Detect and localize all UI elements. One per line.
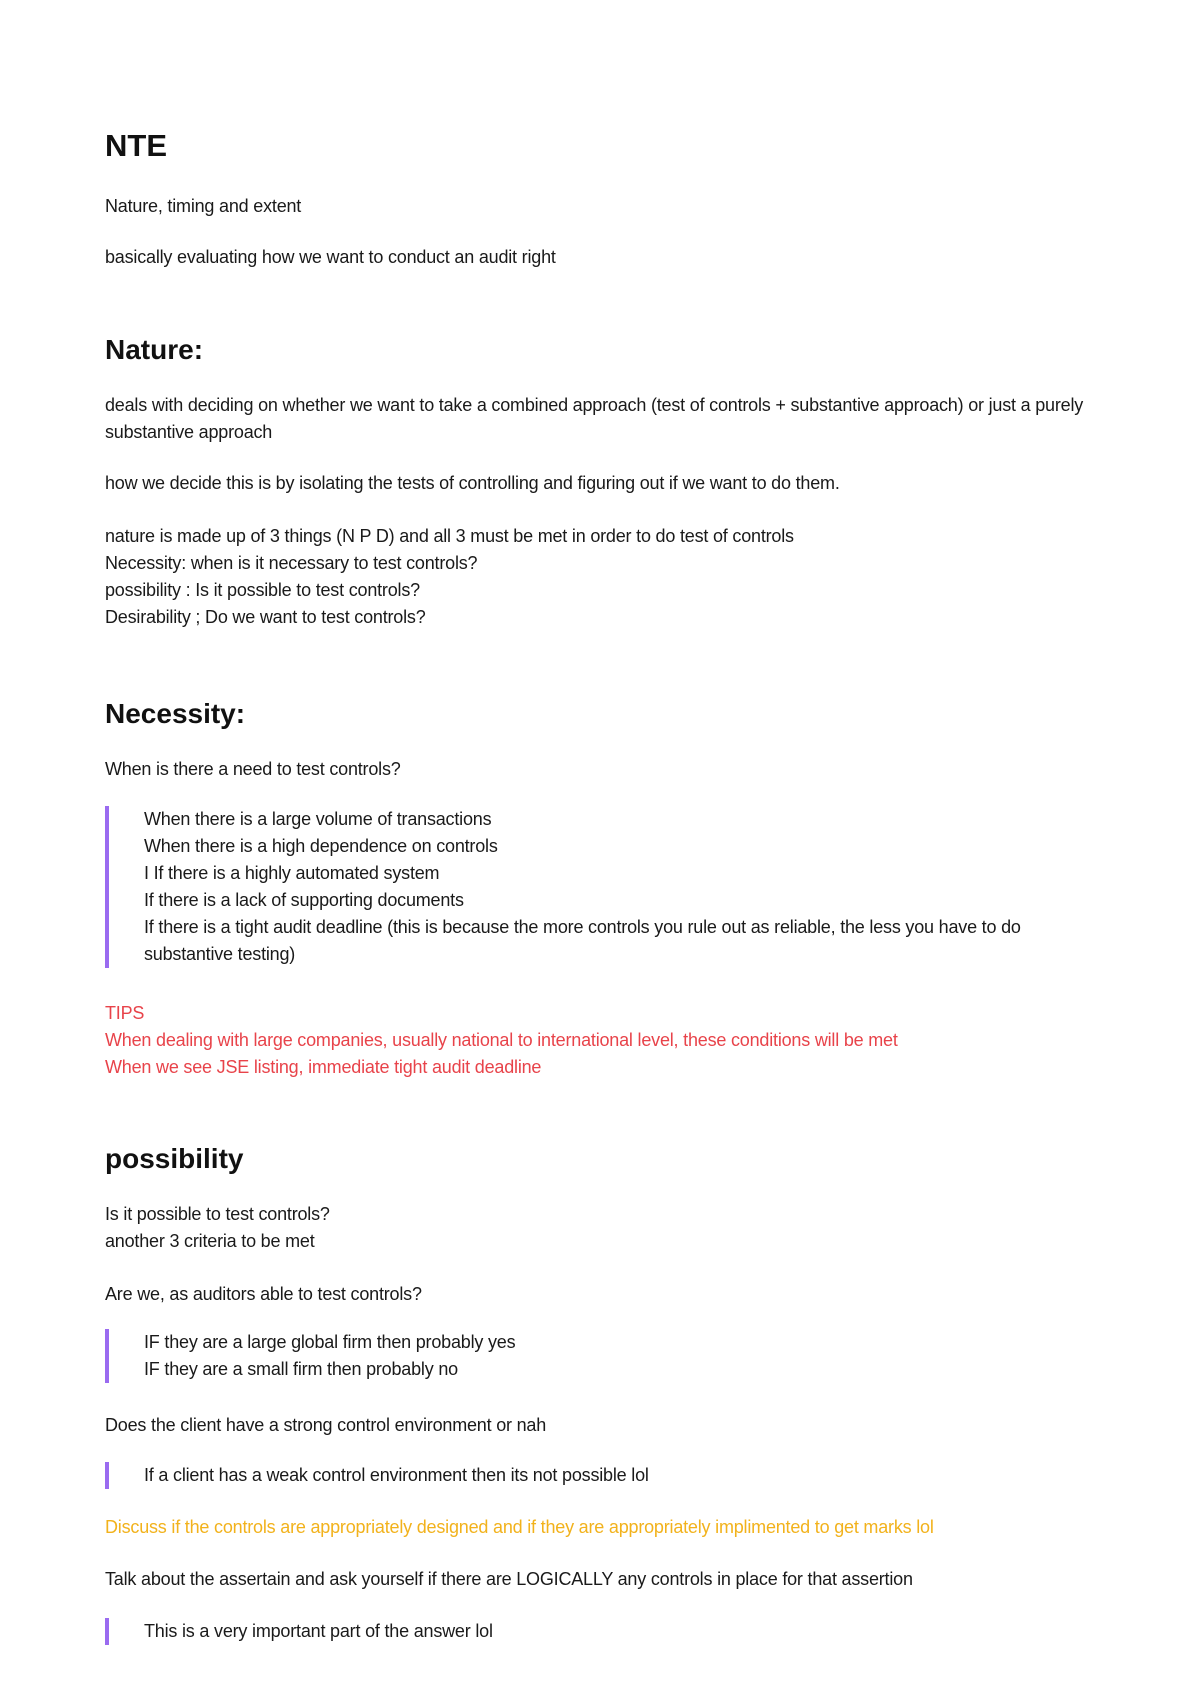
possibility-quote-block-2: [105, 1462, 1085, 1489]
heading-nte: NTE: [105, 128, 167, 163]
tips-line-2: When we see JSE listing, immediate tight audit deadline: [105, 1057, 542, 1077]
nature-line-2: Necessity: when is it necessary to test controls?: [105, 553, 478, 573]
quote-line: If there is a tight audit deadline (this is because the more controls you rule out as reliable, the less you have to do substantive testing): [144, 917, 1021, 964]
nte-definition: Nature, timing and extent: [105, 196, 302, 216]
quote-line: This is a very important part of the answer lol: [144, 1621, 493, 1641]
possibility-quote-block-3: [105, 1618, 1085, 1645]
marks-note: Discuss if the controls are appropriately designed and if they are appropriately implimented to get marks lol: [105, 1517, 934, 1537]
possibility-question-1: Are we, as auditors able to test controls?: [105, 1284, 422, 1304]
possibility-line-1: Is it possible to test controls?: [105, 1204, 330, 1224]
necessity-quote-block: [105, 806, 1085, 968]
quote-line: When there is a high dependence on controls: [144, 836, 498, 856]
heading-necessity: Necessity:: [105, 698, 246, 729]
necessity-question: When is there a need to test controls?: [105, 759, 401, 779]
tips-label: TIPS: [105, 1003, 145, 1023]
quote-line: If a client has a weak control environment then its not possible lol: [144, 1465, 649, 1485]
quote-line: IF they are a small firm then probably no: [144, 1359, 458, 1379]
nature-line-1: nature is made up of 3 things (N P D) and all 3 must be met in order to do test of controls: [105, 526, 794, 546]
nature-line-4: Desirability ; Do we want to test controls?: [105, 607, 426, 627]
quote-line: When there is a large volume of transactions: [144, 809, 492, 829]
quote-line: I If there is a highly automated system: [144, 863, 440, 883]
possibility-question-2: Does the client have a strong control environment or nah: [105, 1415, 547, 1435]
nature-line-3: possibility : Is it possible to test controls?: [105, 580, 420, 600]
tips-line-1: When dealing with large companies, usually national to international level, these conditions will be met: [105, 1030, 898, 1050]
possibility-question-3: Talk about the assertain and ask yourself if there are LOGICALLY any controls in place for that assertion: [105, 1569, 913, 1589]
nature-paragraph-1: deals with deciding on whether we want to take a combined approach (test of controls + substantive approach) or just a purely substantive approach: [105, 395, 1084, 442]
possibility-line-2: another 3 criteria to be met: [105, 1231, 315, 1251]
heading-possibility: possibility: [105, 1143, 244, 1174]
nte-description: basically evaluating how we want to conduct an audit right: [105, 247, 556, 267]
quote-line: IF they are a large global firm then probably yes: [144, 1332, 516, 1352]
possibility-quote-block-1: [105, 1329, 1085, 1383]
quote-line: If there is a lack of supporting documents: [144, 890, 464, 910]
heading-nature: Nature:: [105, 334, 204, 365]
nature-paragraph-2: how we decide this is by isolating the tests of controlling and figuring out if we want to do them.: [105, 473, 840, 493]
